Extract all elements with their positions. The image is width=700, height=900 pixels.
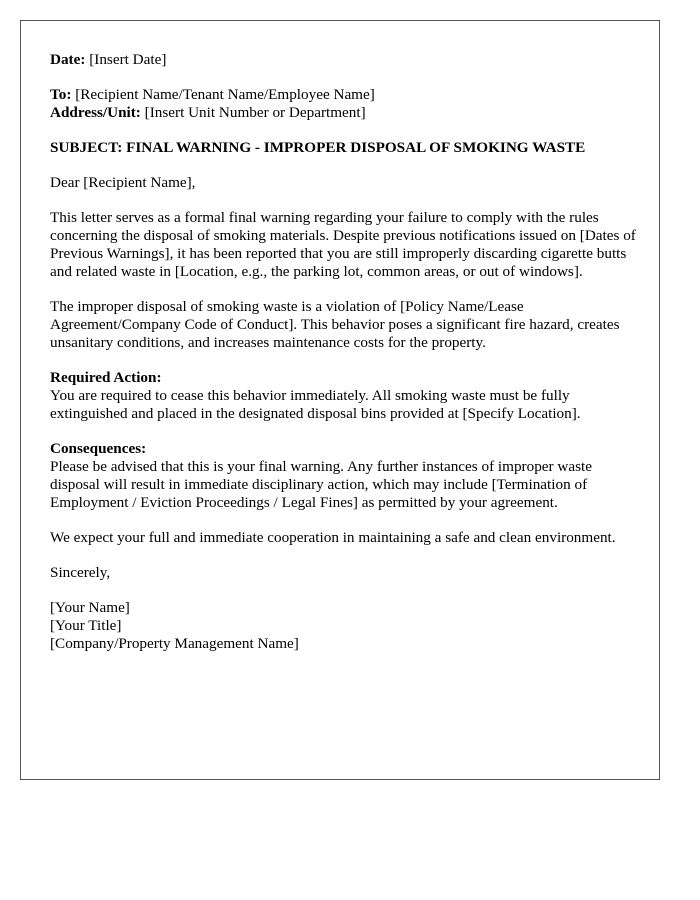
date-value: [Insert Date] bbox=[89, 51, 167, 68]
letter-page bbox=[20, 20, 660, 780]
to-label: To: bbox=[50, 86, 72, 103]
paragraph-intro: This letter serves as a formal final warning regarding your failure to comply with the rules concerning the disposal of smoking materials. Despite previous notifications issued on [Dates of Previous Warnings], it has been reported that you are still improperly discarding cigarette butts and related waste in [Location, e.g., the parking lot, common areas, or out of windows]. bbox=[50, 209, 636, 280]
address-line bbox=[50, 104, 640, 122]
address-label: Address/Unit: bbox=[50, 104, 141, 121]
sign-off: Sincerely, bbox=[50, 564, 111, 581]
letter-body bbox=[50, 51, 640, 653]
signer-name: [Your Name] bbox=[50, 599, 130, 616]
consequences-heading bbox=[50, 440, 640, 458]
closing-paragraph: We expect your full and immediate cooperation in maintaining a safe and clean environment. bbox=[50, 529, 616, 546]
required-action-heading bbox=[50, 369, 640, 387]
consequences-heading-text: Consequences: bbox=[50, 440, 147, 457]
paragraph-violation: The improper disposal of smoking waste is a violation of [Policy Name/Lease Agreement/Company Code of Conduct]. This behavior poses a significant fire hazard, creates unsanitary conditions, and increases maintenance costs for the property. bbox=[50, 298, 620, 351]
to-line bbox=[50, 86, 640, 104]
subject-line: SUBJECT: FINAL WARNING - IMPROPER DISPOSAL OF SMOKING WASTE bbox=[50, 139, 586, 156]
address-value: [Insert Unit Number or Department] bbox=[144, 104, 366, 121]
required-action-heading-text: Required Action: bbox=[50, 369, 162, 386]
salutation: Dear [Recipient Name], bbox=[50, 174, 196, 191]
consequences-text: Please be advised that this is your final warning. Any further instances of improper waste disposal will result in immediate disciplinary action, which may include [Termination of Employment / Eviction Proceedings / Legal Fines] as permitted by your agreement. bbox=[50, 458, 592, 511]
date-line bbox=[50, 51, 640, 69]
signer-company: [Company/Property Management Name] bbox=[50, 635, 299, 652]
required-action-text: You are required to cease this behavior immediately. All smoking waste must be fully extinguished and placed in the designated disposal bins provided at [Specify Location]. bbox=[50, 387, 581, 422]
signer-title: [Your Title] bbox=[50, 617, 122, 634]
date-label: Date: bbox=[50, 51, 86, 68]
to-value: [Recipient Name/Tenant Name/Employee Name] bbox=[75, 86, 375, 103]
